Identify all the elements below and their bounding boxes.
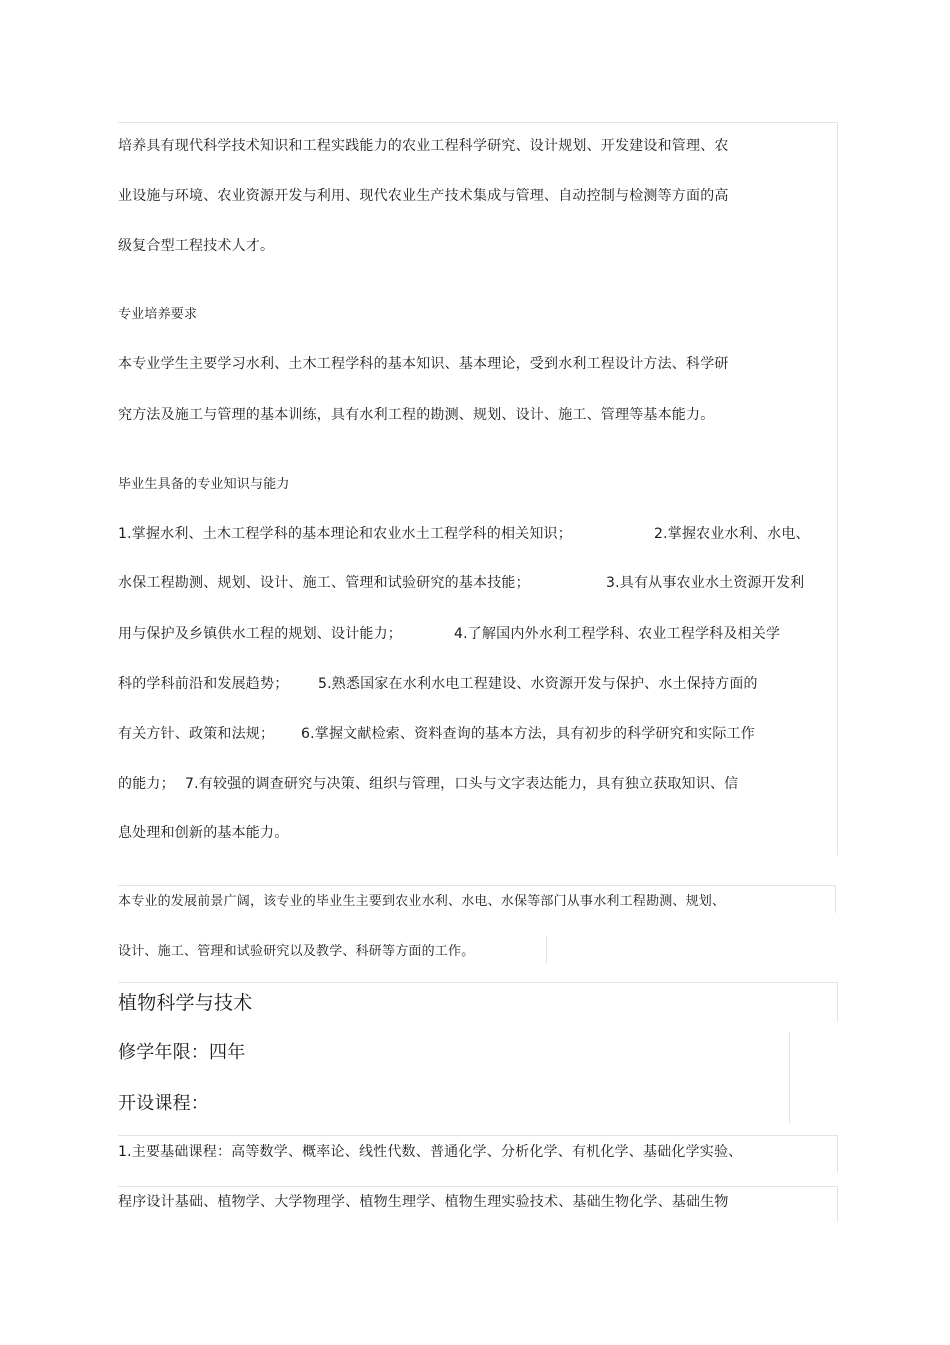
section-title: 植物科学与技术 — [118, 992, 253, 1014]
table-rule — [837, 1186, 838, 1222]
table-rule — [837, 1135, 838, 1173]
prospects-line-1: 本专业的发展前景广阔，该专业的毕业生主要到农业水利、水电、水保等部门从事水利工程勘测、规划、 — [118, 894, 726, 909]
abilities-line-6b: 7.有较强的调查研究与决策、组织与管理，口头与文字表达能力，具有独立获取知识、信 — [185, 776, 739, 792]
courses-heading: 开设课程： — [118, 1093, 209, 1114]
abilities-line-2b: 3.具有从事农业水土资源开发利 — [606, 575, 805, 591]
abilities-line-3b: 4.了解国内外水利工程学科、农业工程学科及相关学 — [454, 626, 781, 642]
intro-line-1: 培养具有现代科学技术知识和工程实践能力的农业工程科学研究、设计规划、开发建设和管理、农 — [118, 138, 729, 154]
intro-line-3: 级复合型工程技术人才。 — [118, 238, 275, 254]
table-rule — [546, 936, 547, 964]
abilities-line-3a: 用与保护及乡镇供水工程的规划、设计能力； — [118, 626, 402, 642]
table-rule — [837, 982, 838, 1022]
abilities-line-1b: 2.掌握农业水利、水电、 — [654, 526, 810, 542]
abilities-line-4b: 5.熟悉国家在水利水电工程建设、水资源开发与保护、水土保持方面的 — [318, 676, 758, 692]
prospects-line-2: 设计、施工、管理和试验研究以及教学、科研等方面的工作。 — [118, 944, 475, 959]
courses-line-2: 程序设计基础、植物学、大学物理学、植物生理学、植物生理实验技术、基础生物化学、基础生物 — [118, 1194, 729, 1210]
table-rule — [789, 1032, 790, 1124]
study-duration: 修学年限：四年 — [118, 1042, 246, 1063]
requirements-line-1: 本专业学生主要学习水利、土木工程学科的基本知识、基本理论，受到水利工程设计方法、科学研 — [118, 356, 729, 372]
abilities-line-5b: 6.掌握文献检索、资料查询的基本方法，具有初步的科学研究和实际工作 — [301, 726, 755, 742]
requirements-heading: 专业培养要求 — [118, 307, 198, 322]
abilities-line-7: 息处理和创新的基本能力。 — [118, 825, 289, 841]
abilities-heading: 毕业生具备的专业知识与能力 — [118, 477, 290, 492]
intro-line-2: 业设施与环境、农业资源开发与利用、现代农业生产技术集成与管理、自动控制与检测等方面的高 — [118, 188, 729, 204]
abilities-line-1a: 1.掌握水利、土木工程学科的基本理论和农业水土工程学科的相关知识； — [118, 526, 572, 542]
table-rule — [837, 122, 838, 855]
abilities-line-2a: 水保工程勘测、规划、设计、施工、管理和试验研究的基本技能； — [118, 575, 530, 591]
abilities-line-5a: 有关方针、政策和法规； — [118, 726, 275, 742]
table-rule — [118, 122, 838, 123]
table-rule — [118, 1135, 838, 1136]
courses-line-1: 1.主要基础课程：高等数学、概率论、线性代数、普通化学、分析化学、有机化学、基础化学实验、 — [118, 1144, 743, 1160]
abilities-line-4a: 科的学科前沿和发展趋势； — [118, 676, 289, 692]
requirements-line-2: 究方法及施工与管理的基本训练，具有水利工程的勘测、规划、设计、施工、管理等基本能力。 — [118, 407, 715, 423]
table-rule — [118, 982, 838, 983]
table-rule — [118, 885, 836, 886]
table-rule — [118, 1186, 838, 1187]
abilities-line-6a: 的能力； — [118, 776, 175, 792]
table-rule — [835, 885, 836, 913]
